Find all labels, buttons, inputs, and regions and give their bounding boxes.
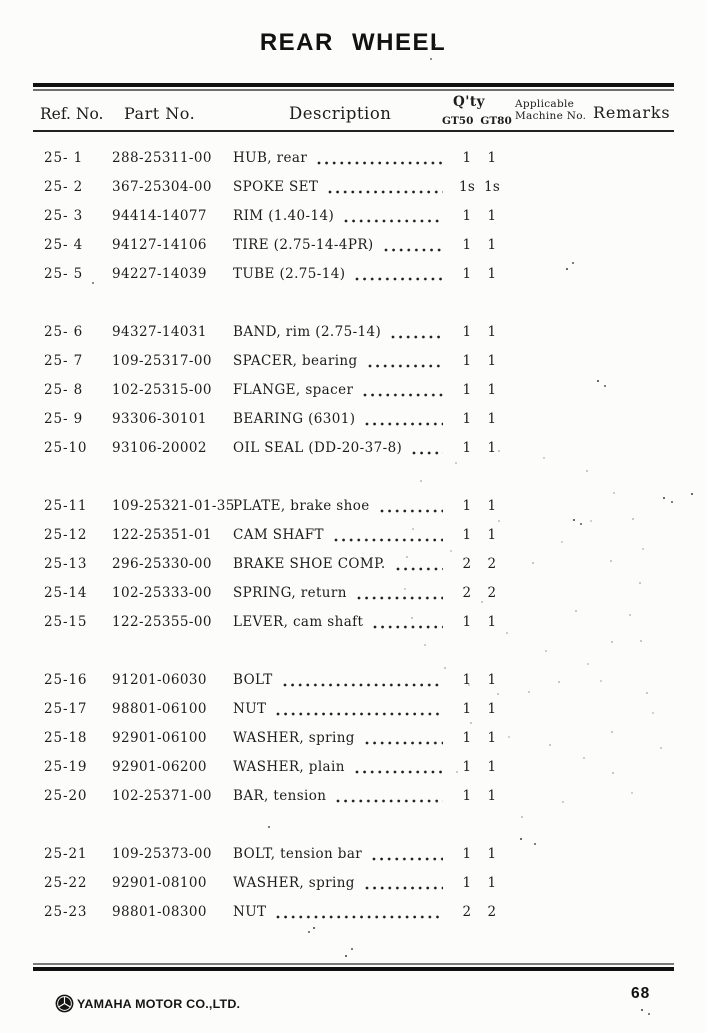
part-no-cell: 122-25351-01 [112,526,212,543]
scan-speck-marks [0,0,2,2]
ref-no-cell: 25-23 [44,903,88,920]
header-ref-no: Ref. No. [40,105,104,123]
dot-leader [283,683,443,687]
table-row [0,723,706,752]
table-row [0,665,706,694]
qty-gt50-cell: 1s [458,178,476,195]
ref-no-cell: 25-20 [44,787,88,804]
ref-no-cell: 25- 3 [44,207,84,224]
row-group [0,665,706,810]
qty-gt50-cell: 1 [462,729,472,746]
part-no-cell: 102-25333-00 [112,584,212,601]
part-no-cell: 109-25321-01-35 [112,497,235,514]
table-row [0,201,706,230]
header-applicable-machine-no [515,99,586,122]
ref-no-cell: 25- 5 [44,265,84,282]
part-no-cell: 94414-14077 [112,207,207,224]
description-cell [233,672,455,688]
description-text: CAM SHAFT [233,526,324,543]
table-row [0,259,706,288]
qty-gt80-cell: 1 [487,874,497,891]
part-no-cell: 93106-20002 [112,439,207,456]
ref-no-cell: 25-22 [44,874,88,891]
qty-gt80-cell: 1 [487,323,497,340]
ref-no-cell: 25- 2 [44,178,84,195]
description-text: BAR, tension [233,787,327,804]
part-no-cell: 102-25315-00 [112,381,212,398]
description-cell [233,179,455,195]
description-cell [233,382,455,398]
qty-gt50-cell: 1 [462,410,472,427]
qty-gt50-cell: 1 [462,149,472,166]
description-text: BEARING (6301) [233,410,356,427]
top-rule-thin [33,89,674,91]
table-row [0,230,706,259]
qty-gt50-cell: 1 [462,671,472,688]
qty-gt80-cell: 1 [487,700,497,717]
table-row [0,839,706,868]
dot-leader [363,393,443,397]
qty-gt50-cell: 1 [462,845,472,862]
row-group [0,839,706,926]
table-row [0,781,706,810]
ref-no-cell: 25-17 [44,700,88,717]
qty-gt80-cell: 1s [483,178,501,195]
header-model-gt50: GT50 [442,115,474,127]
qty-gt50-cell: 1 [462,381,472,398]
description-text: BAND, rim (2.75-14) [233,323,382,340]
qty-gt80-cell: 1 [487,671,497,688]
qty-gt50-cell: 1 [462,700,472,717]
qty-gt80-cell: 1 [487,787,497,804]
description-cell [233,556,455,572]
dot-leader [396,567,443,571]
company-name: YAMAHA MOTOR CO.,LTD. [77,997,241,1011]
ref-no-cell: 25- 7 [44,352,84,369]
table-row [0,607,706,636]
table-row [0,433,706,462]
qty-gt80-cell: 1 [487,439,497,456]
qty-gt80-cell: 1 [487,207,497,224]
description-cell [233,788,455,804]
description-cell [233,324,455,340]
table-row [0,752,706,781]
qty-gt50-cell: 1 [462,613,472,630]
description-cell [233,614,455,630]
qty-gt80-cell: 2 [487,584,497,601]
qty-gt80-cell: 1 [487,352,497,369]
yamaha-tuning-fork-logo-icon [55,994,74,1013]
table-row [0,143,706,172]
description-text: NUT [233,700,267,717]
qty-gt80-cell: 2 [487,555,497,572]
qty-gt50-cell: 2 [462,903,472,920]
part-no-cell: 92901-08100 [112,874,207,891]
table-row [0,868,706,897]
part-no-cell: 91201-06030 [112,671,207,688]
description-text: SPRING, return [233,584,347,601]
description-cell [233,353,455,369]
description-cell [233,875,455,891]
part-no-cell: 367-25304-00 [112,178,212,195]
dot-leader [384,248,443,252]
ref-no-cell: 25-19 [44,758,88,775]
row-group [0,491,706,636]
part-no-cell: 122-25355-00 [112,613,212,630]
qty-gt50-cell: 1 [462,323,472,340]
qty-gt80-cell: 1 [487,410,497,427]
description-cell [233,701,455,717]
ref-no-cell: 25- 6 [44,323,84,340]
table-row [0,317,706,346]
header-qty-models [440,115,512,127]
description-cell [233,527,455,543]
description-text: RIM (1.40-14) [233,207,335,224]
part-no-cell: 94127-14106 [112,236,207,253]
qty-gt80-cell: 1 [487,613,497,630]
description-text: OIL SEAL (DD-20-37-8) [233,439,403,456]
top-rule-thick [33,83,674,87]
bottom-rule-thick [33,967,674,971]
header-remarks: Remarks [593,103,671,122]
description-cell [233,440,455,456]
description-text: FLANGE, spacer [233,381,354,398]
part-no-cell: 288-25311-00 [112,149,212,166]
ref-no-cell: 25- 4 [44,236,84,253]
description-text: SPACER, bearing [233,352,358,369]
dot-leader [334,538,443,542]
part-no-cell: 109-25317-00 [112,352,212,369]
ref-no-cell: 25-16 [44,671,88,688]
page-number: 68 [631,985,651,1002]
ref-no-cell: 25-14 [44,584,88,601]
part-no-cell: 94327-14031 [112,323,207,340]
description-text: WASHER, spring [233,729,355,746]
description-text: BOLT [233,671,273,688]
qty-gt50-cell: 2 [462,555,472,572]
table-row [0,491,706,520]
part-no-cell: 92901-06200 [112,758,207,775]
ref-no-cell: 25- 1 [44,149,84,166]
table-row [0,694,706,723]
description-cell [233,237,455,253]
row-group [0,143,706,288]
qty-gt80-cell: 1 [487,149,497,166]
ref-no-cell: 25-13 [44,555,88,572]
part-no-cell: 98801-08300 [112,903,207,920]
ref-no-cell: 25-11 [44,497,88,514]
qty-gt50-cell: 1 [462,207,472,224]
dot-leader [357,596,443,600]
qty-gt50-cell: 1 [462,758,472,775]
table-row [0,578,706,607]
dot-leader [355,277,443,281]
table-body [0,132,706,926]
description-cell [233,266,455,282]
qty-gt50-cell: 1 [462,497,472,514]
qty-gt50-cell: 2 [462,584,472,601]
description-text: TIRE (2.75-14-4PR) [233,236,374,253]
part-no-cell: 296-25330-00 [112,555,212,572]
part-no-cell: 98801-06100 [112,700,207,717]
dot-leader [355,770,443,774]
dot-leader [412,451,443,455]
table-row [0,549,706,578]
qty-gt80-cell: 1 [487,265,497,282]
dot-leader [368,364,443,368]
header-qty: Q'ty [453,94,485,110]
header-applicable-line1: Applicable [515,98,575,110]
part-no-cell: 93306-30101 [112,410,207,427]
description-cell [233,904,455,920]
qty-gt80-cell: 1 [487,845,497,862]
bottom-rule-thin [33,963,674,965]
description-cell [233,585,455,601]
description-text: SPOKE SET [233,178,319,195]
page-title: REAR WHEEL [259,29,447,56]
qty-gt80-cell: 1 [487,758,497,775]
description-cell [233,730,455,746]
qty-gt50-cell: 1 [462,352,472,369]
dot-leader [365,422,443,426]
qty-gt50-cell: 1 [462,787,472,804]
dot-leader [365,886,443,890]
table-row [0,172,706,201]
dot-leader [391,335,443,339]
qty-gt50-cell: 1 [462,439,472,456]
table-header [0,92,706,130]
description-cell [233,150,455,166]
dot-leader [380,509,443,513]
description-text: TUBE (2.75-14) [233,265,346,282]
description-cell [233,498,455,514]
part-no-cell: 102-25371-00 [112,787,212,804]
ref-no-cell: 25- 9 [44,410,84,427]
row-group [0,317,706,462]
description-cell [233,411,455,427]
description-text: NUT [233,903,267,920]
dot-leader [328,190,443,194]
description-cell [233,846,455,862]
header-part-no: Part No. [124,104,196,123]
part-no-cell: 94227-14039 [112,265,207,282]
header-applicable-line2: Machine No. [515,109,587,122]
dot-leader [373,625,443,629]
description-text: HUB, rear [233,149,308,166]
description-text: BOLT, tension bar [233,845,363,862]
table-row [0,520,706,549]
ref-no-cell: 25- 8 [44,381,84,398]
header-model-gt80: GT80 [480,115,512,127]
description-text: BRAKE SHOE COMP. [233,555,386,572]
ref-no-cell: 25-12 [44,526,88,543]
dot-leader [365,741,443,745]
part-no-cell: 92901-06100 [112,729,207,746]
dot-leader [276,712,443,716]
description-text: WASHER, plain [233,758,345,775]
dot-leader [344,219,443,223]
description-text: LEVER, cam shaft [233,613,364,630]
ref-no-cell: 25-10 [44,439,88,456]
qty-gt50-cell: 1 [462,236,472,253]
table-row [0,897,706,926]
table-row [0,346,706,375]
dot-leader [317,161,443,165]
qty-gt80-cell: 1 [487,381,497,398]
qty-gt50-cell: 1 [462,265,472,282]
qty-gt80-cell: 1 [487,236,497,253]
header-description: Description [289,104,392,123]
ref-no-cell: 25-21 [44,845,88,862]
ref-no-cell: 25-15 [44,613,88,630]
description-text: PLATE, brake shoe [233,497,370,514]
description-text: WASHER, spring [233,874,355,891]
ref-no-cell: 25-18 [44,729,88,746]
qty-gt50-cell: 1 [462,526,472,543]
part-no-cell: 109-25373-00 [112,845,212,862]
table-row [0,404,706,433]
qty-gt80-cell: 2 [487,903,497,920]
qty-gt80-cell: 1 [487,729,497,746]
table-row [0,375,706,404]
description-cell [233,208,455,224]
qty-gt80-cell: 1 [487,497,497,514]
qty-gt80-cell: 1 [487,526,497,543]
dot-leader [276,915,443,919]
description-cell [233,759,455,775]
dot-leader [336,799,443,803]
qty-gt50-cell: 1 [462,874,472,891]
dot-leader [372,857,443,861]
